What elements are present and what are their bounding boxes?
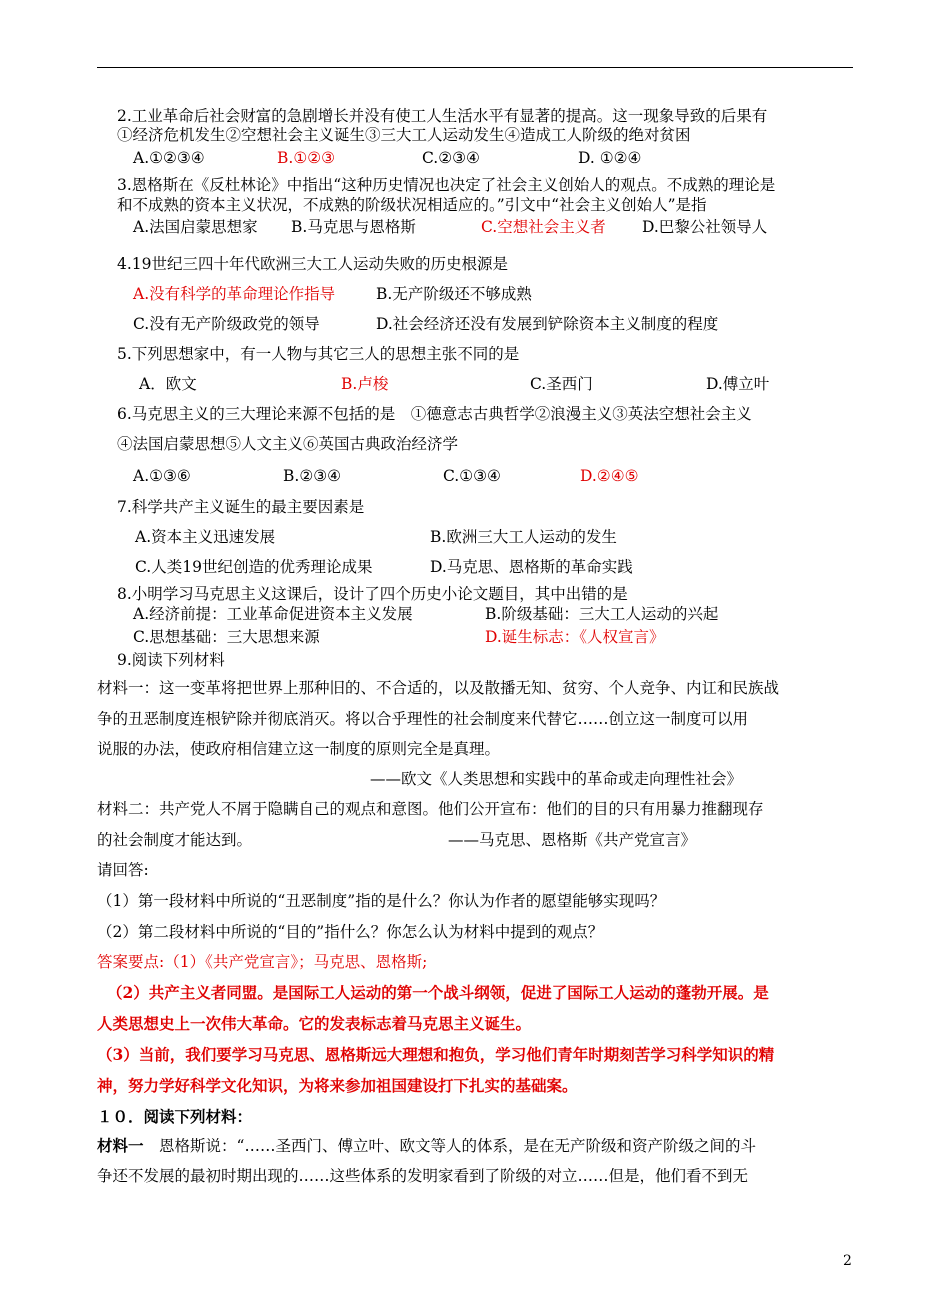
- q9-title: 9.阅读下列材料: [117, 651, 225, 669]
- q9-answer2-line2: 人类思想史上一次伟大革命。它的发表标志着马克思主义诞生。: [97, 1014, 532, 1033]
- q3-stem-line1: 3.恩格斯在《反杜林论》中指出“这种历史情况也决定了社会主义创始人的观点。不成熟的理论是: [117, 176, 776, 194]
- q2-option-d: D. ①②④: [578, 149, 642, 167]
- q4-option-b: B.无产阶级还不够成熟: [376, 285, 532, 303]
- q3-stem-line2: 和不成熟的资本主义状况，不成熟的阶级状况相适应的。”引文中“社会主义创始人”是指: [117, 196, 707, 214]
- q9-answer2-line1: （2）共产主义者同盟。是国际工人运动的第一个战斗纲领，促进了国际工人运动的蓬勃开展。是: [107, 983, 769, 1002]
- q7-stem: 7.科学共产主义诞生的最主要因素是: [117, 498, 365, 516]
- q10-material1-line2: 争还不发展的最初时期出现的……这些体系的发明家看到了阶级的对立……但是，他们看不到无: [97, 1167, 749, 1185]
- q4-stem: 4.19世纪三四十年代欧洲三大工人运动失败的历史根源是: [117, 255, 509, 273]
- q9-material1-line3: 说服的办法，使政府相信建立这一制度的原则完全是真理。: [97, 740, 501, 758]
- q7-option-d: D.马克思、恩格斯的革命实践: [430, 558, 633, 576]
- q5-stem: 5.下列思想家中，有一人物与其它三人的思想主张不同的是: [117, 345, 520, 363]
- q3-option-d: D.巴黎公社领导人: [642, 218, 768, 236]
- q4-option-d: D.社会经济还没有发展到铲除资本主义制度的程度: [376, 315, 719, 333]
- q9-material1-line1: 材料一：这一变革将把世界上那种旧的、不合适的，以及散播无知、贫穷、个人竞争、内讧和民族战: [97, 679, 780, 697]
- q2-stem-line2: ①经济危机发生②空想社会主义诞生③三大工人运动发生④造成工人阶级的绝对贫困: [117, 126, 691, 144]
- q9-material1-line2: 争的丑恶制度连根铲除并彻底消灭。将以合乎理性的社会制度来代替它……创立这一制度可以用: [97, 710, 749, 728]
- q6-option-c: C.①③④: [443, 467, 501, 485]
- q2-stem-line1: 2.工业革命后社会财富的急剧增长并没有使工人生活水平有显著的提高。这一现象导致的后果有: [117, 107, 768, 125]
- q7-option-b: B.欧洲三大工人运动的发生: [430, 528, 617, 546]
- q4-option-a: A.没有科学的革命理论作指导: [133, 285, 336, 303]
- q6-stem-line2: ④法国启蒙思想⑤人文主义⑥英国古典政治经济学: [117, 435, 459, 453]
- q2-option-b: B.①②③: [277, 149, 336, 167]
- q8-stem: 8.小明学习马克思主义这课后，设计了四个历史小论文题目，其中出错的是: [117, 585, 628, 603]
- q9-question2: （2）第二段材料中所说的“目的”指什么？你怎么认为材料中提到的观点？: [97, 923, 604, 941]
- q6-option-d: D.②④⑤: [580, 467, 639, 485]
- q9-ask: 请回答:: [97, 861, 149, 879]
- q9-answer3-line2: 神，努力学好科学文化知识，为将来参加祖国建设打下扎实的基础案。: [97, 1076, 578, 1095]
- q9-material2-line2: 的社会制度才能达到。: [97, 831, 253, 849]
- q10-title: １０．阅读下列材料：: [97, 1107, 253, 1126]
- q3-option-b: B.马克思与恩格斯: [291, 218, 416, 236]
- q5-option-c: C.圣西门: [530, 375, 593, 393]
- q3-option-a: A.法国启蒙思想家: [133, 218, 258, 236]
- q9-material2-line1: 材料二：共产党人不屑于隐瞒自己的观点和意图。他们公开宣布：他们的目的只有用暴力推翻现存: [97, 800, 764, 818]
- q8-option-a: A.经济前提：工业革命促进资本主义发展: [133, 605, 413, 623]
- q8-option-b: B.阶级基础：三大工人运动的兴起: [485, 605, 719, 623]
- q9-material1-source: ——欧文《人类思想和实践中的革命或走向理性社会》: [370, 770, 743, 788]
- q9-question1: （1）第一段材料中所说的“丑恶制度”指的是什么？你认为作者的愿望能够实现吗？: [97, 892, 666, 910]
- q7-option-a: A.资本主义迅速发展: [135, 528, 276, 546]
- q6-option-a: A.①③⑥: [133, 467, 191, 485]
- q8-option-c: C.思想基础：三大思想来源: [133, 628, 320, 646]
- q10-material1-text: 恩格斯说：“……圣西门、傅立叶、欧文等人的体系，是在无产阶级和资产阶级之间的斗: [143, 1137, 756, 1155]
- q5-option-b: B.卢梭: [341, 375, 389, 393]
- q5-option-d: D.傅立叶: [706, 375, 770, 393]
- q9-answer1: 答案要点:（1）《共产党宣言》；马克思、恩格斯;: [97, 953, 428, 971]
- q5-option-a: A．欧文: [139, 375, 197, 393]
- header-rule: [97, 67, 853, 68]
- page-number: 2: [843, 1253, 852, 1269]
- q2-option-a: A.①②③④: [133, 149, 205, 167]
- q9-answer3-line1: （3）当前，我们要学习马克思、恩格斯远大理想和抱负，学习他们青年时期刻苦学习科学知识的精: [97, 1045, 775, 1064]
- q10-material1-label: 材料一: [97, 1136, 144, 1155]
- q7-option-c: C.人类19世纪创造的优秀理论成果: [135, 558, 373, 576]
- q8-option-d: D.诞生标志：《人权宣言》: [485, 628, 665, 646]
- q9-material2-source: ——马克思、恩格斯《共产党宣言》: [448, 831, 697, 849]
- q10-material1-line1: [97, 1136, 756, 1156]
- q2-option-c: C.②③④: [422, 149, 480, 167]
- q6-option-b: B.②③④: [283, 467, 342, 485]
- q4-option-c: C.没有无产阶级政党的领导: [133, 315, 320, 333]
- q3-option-c: C.空想社会主义者: [481, 218, 606, 236]
- q6-stem-line1: 6.马克思主义的三大理论来源不包括的是 ①德意志古典哲学②浪漫主义③英法空想社会主义: [117, 405, 752, 423]
